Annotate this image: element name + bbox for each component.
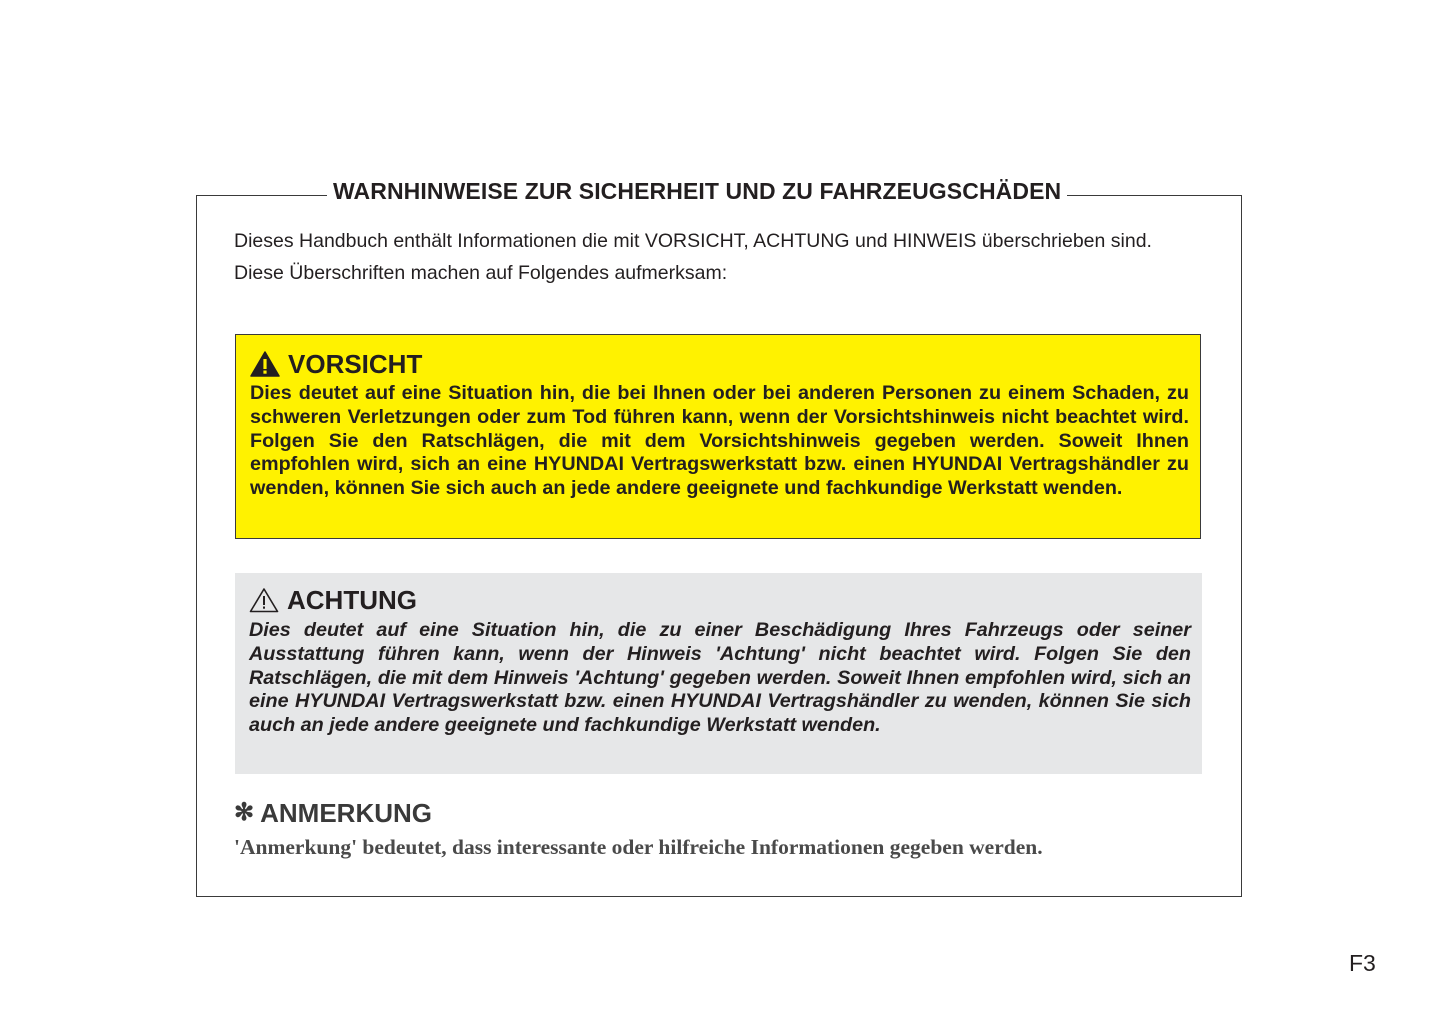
intro-paragraph-2: Diese Überschriften machen auf Folgendes aufmerksam:	[234, 262, 728, 284]
warning-text: Dies deutet auf eine Situation hin, die bei Ihnen oder bei anderen Personen zu einem Schaden, zu schweren Verletzungen oder zum Tod führen kann, wenn der Vorsichtshinweis nicht beachtet wird. Folgen Sie den Ratschlägen, die mit dem Vorsichtshinweis gegeben werden. Soweit Ihnen empfohlen wird, sich an eine HYUNDAI Vertragswerkstatt bzw. einen HYUNDAI Vertragshändler zu wenden, können Sie sich auch an jede andere geeignete und fachkundige Werkstatt wenden.	[250, 382, 1189, 500]
section-title: WARNHINWEISE ZUR SICHERHEIT UND ZU FAHRZEUGSCHÄDEN	[327, 176, 1067, 206]
warning-heading: VORSICHT	[288, 349, 423, 379]
note-heading: ANMERKUNG	[260, 798, 432, 828]
intro-text	[234, 229, 1214, 286]
caution-text: Dies deutet auf eine Situation hin, die zu einer Beschädigung Ihres Fahrzeugs oder seiner Ausstattung führen kann, wenn der Hinweis 'Achtung' nicht beachtet wird. Folgen Sie den Ratschlägen, die mit dem Hinweis 'Achtung' gegeben werden. Soweit Ihnen empfohlen wird, sich an eine HYUNDAI Vertragswerkstatt bzw. einen HYUNDAI Vertragshändler zu wenden, können Sie sich auch an jede andere geeignete und fachkundige Werkstatt wenden.	[249, 619, 1191, 737]
caution-box	[235, 573, 1202, 774]
warning-triangle-outline-icon	[249, 587, 279, 613]
note-text: 'Anmerkung' bedeutet, dass interessante oder hilfreiche Informationen gegeben werden.	[234, 835, 1043, 859]
warning-heading-row	[250, 349, 422, 379]
section-frame	[196, 195, 1242, 897]
caution-heading-row	[249, 585, 417, 615]
warning-box	[235, 334, 1201, 539]
asterisk-icon: ✻	[234, 799, 255, 826]
page-number: F3	[1349, 950, 1376, 976]
intro-paragraph-1: Dieses Handbuch enthält Informationen die mit VORSICHT, ACHTUNG und HINWEIS überschrieben sind.	[234, 230, 1152, 252]
warning-triangle-filled-icon	[250, 351, 280, 377]
caution-heading: ACHTUNG	[287, 585, 417, 615]
note-heading-row	[234, 797, 432, 829]
